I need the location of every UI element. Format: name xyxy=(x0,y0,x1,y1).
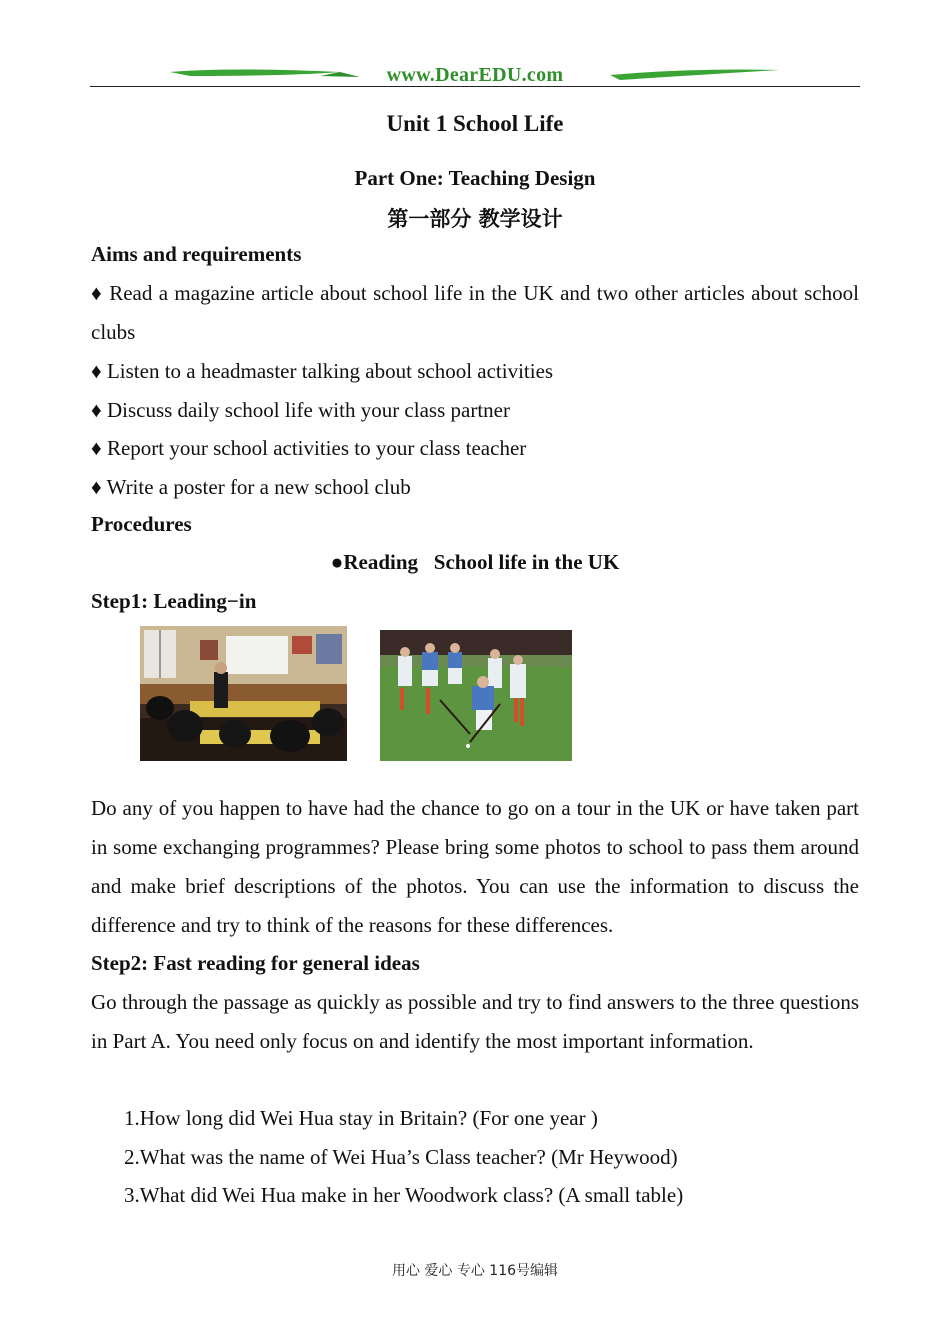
reading-heading xyxy=(90,550,860,575)
step2-text: Go through the passage as quickly as possible and try to find answers to the three questions in Part A. You need only focus on and identify the most important information. xyxy=(91,990,859,1053)
reading-label: ●Reading xyxy=(330,550,419,574)
question-item: 1.How long did Wei Hua stay in Britain? (For one year ) xyxy=(124,1106,598,1130)
step2-heading: Step2: Fast reading for general ideas xyxy=(91,951,420,975)
site-header xyxy=(90,62,860,90)
part-title: Part One: Teaching Design xyxy=(354,166,596,190)
aims-item: ♦ Read a magazine article about school life in the UK and two other articles about school clubs xyxy=(91,281,859,344)
step1-text: Do any of you happen to have had the chance to go on a tour in the UK or have taken part in some exchanging programmes? Please bring some photos to school to pass them around and make brief descriptions of the photos. You can use the information to discuss the difference and try to think of the reasons for these differences. xyxy=(91,796,859,937)
aims-item: ♦ Report your school activities to your class teacher xyxy=(91,436,527,460)
header-rule xyxy=(90,86,860,87)
aims-item: ♦ Discuss daily school life with your class partner xyxy=(91,398,510,422)
site-name: www.DearEDU.com xyxy=(386,64,564,86)
question-item: 3.What did Wei Hua make in her Woodwork class? (A small table) xyxy=(124,1183,684,1207)
unit-title: Unit 1 School Life xyxy=(386,111,564,136)
hockey-photo xyxy=(380,630,572,761)
reading-title: School life in the UK xyxy=(433,550,620,574)
procedures-heading: Procedures xyxy=(91,512,192,536)
question-item: 2.What was the name of Wei Hua’s Class teacher? (Mr Heywood) xyxy=(124,1145,678,1169)
page-footer: 用心 爱心 专心 116号编辑 xyxy=(391,1263,559,1279)
aims-item: ♦ Write a poster for a new school club xyxy=(91,475,411,499)
aims-heading: Aims and requirements xyxy=(91,242,302,266)
part-title-cn: 第一部分 教学设计 xyxy=(387,207,563,231)
step1-heading: Step1: Leading−in xyxy=(91,589,257,613)
aims-item: ♦ Listen to a headmaster talking about school activities xyxy=(91,359,554,383)
classroom-photo xyxy=(140,626,347,761)
